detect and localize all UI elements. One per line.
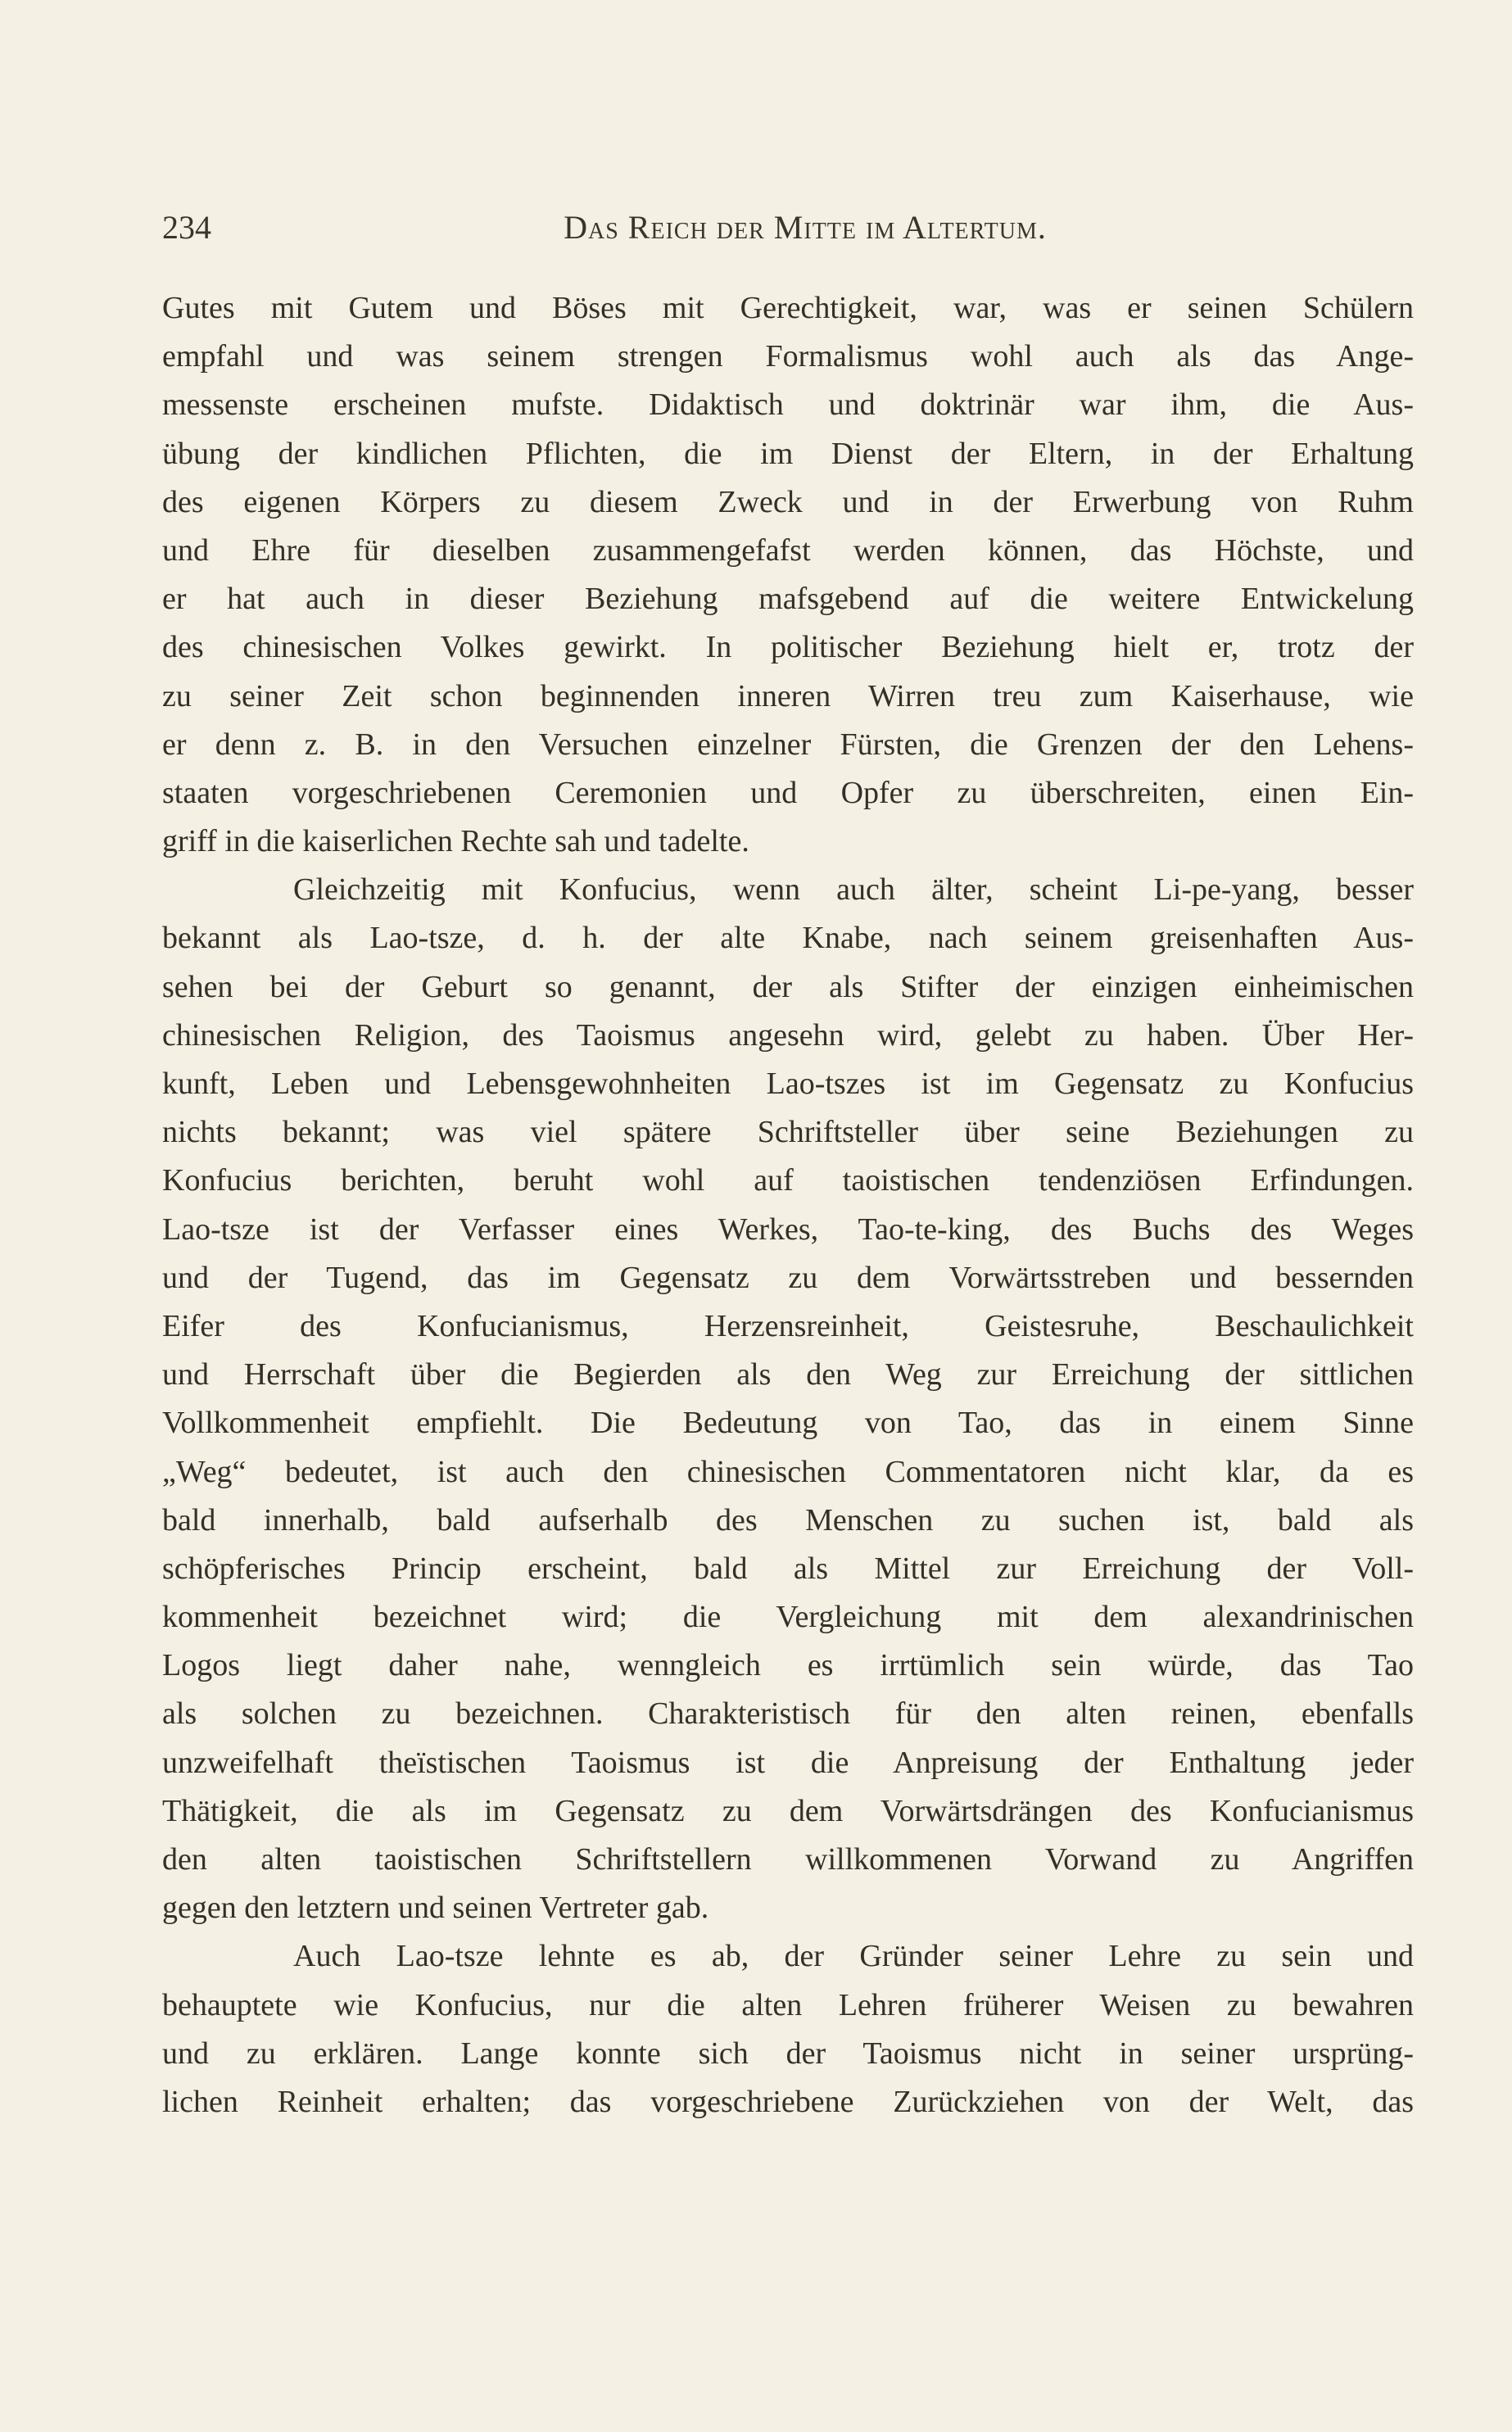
text-line: Konfucius berichten, beruht wohl auf taoistischen tendenziösen Erfindungen. [162, 1163, 1414, 1198]
text-line: nichts bekannt; was viel spätere Schriftsteller über seine Beziehungen zu [162, 1115, 1414, 1150]
page-number: 234 [162, 209, 211, 246]
text-line: den alten taoistischen Schriftstellern willkommenen Vorwand zu Angriffen [162, 1842, 1414, 1877]
text-line: behauptete wie Konfucius, nur die alten Lehren früherer Weisen zu bewahren [162, 1987, 1414, 2022]
text-line: er hat auch in dieser Beziehung mafsgebend auf die weitere Entwickelung [162, 582, 1414, 617]
text-line: sehen bei der Geburt so genannt, der als Stifter der einzigen einheimischen [162, 969, 1414, 1004]
body-text [162, 284, 1414, 2126]
text-line: und Herrschaft über die Begierden als den Weg zur Erreichung der sittlichen [162, 1357, 1414, 1393]
text-line: zu seiner Zeit schon beginnenden inneren Wirren treu zum Kaiserhause, wie [162, 678, 1414, 713]
text-line: messenste erscheinen mufste. Didaktisch und doktrinär war ihm, die Aus- [162, 387, 1414, 423]
text-line: und Ehre für dieselben zusammengefafst werden können, das Höchste, und [162, 532, 1414, 568]
text-line: bekannt als Lao-tsze, d. h. der alte Knabe, nach seinem greisenhaften Aus- [162, 921, 1414, 956]
running-head: Das Reich der Mitte im Altertum. [564, 209, 1047, 246]
text-line: gegen den letztern und seinen Vertreter gab. [162, 1891, 709, 1926]
text-line: er denn z. B. in den Versuchen einzelner Fürsten, die Grenzen der den Lehens- [162, 727, 1414, 762]
text-line: Lao-tsze ist der Verfasser eines Werkes, Tao-te-king, des Buchs des Weges [162, 1211, 1414, 1247]
text-line: bald innerhalb, bald aufserhalb des Menschen zu suchen ist, bald als [162, 1502, 1414, 1538]
text-line: „Weg“ bedeutet, ist auch den chinesischen Commentatoren nicht klar, da es [162, 1454, 1414, 1489]
text-line: des chinesischen Volkes gewirkt. In politischer Beziehung hielt er, trotz der [162, 630, 1414, 665]
text-line: Eifer des Konfucianismus, Herzensreinheit, Geistesruhe, Beschaulichkeit [162, 1308, 1414, 1343]
text-line: empfahl und was seinem strengen Formalismus wohl auch als das Ange- [162, 339, 1414, 374]
text-line: unzweifelhaft theïstischen Taoismus ist die Anpreisung der Enthaltung jeder [162, 1745, 1414, 1780]
text-line: staaten vorgeschriebenen Ceremonien und Opfer zu überschreiten, einen Ein- [162, 775, 1414, 810]
page-header [162, 203, 1415, 252]
text-line: Auch Lao-tsze lehnte es ab, der Gründer seiner Lehre zu sein und [293, 1939, 1414, 1974]
text-line: und zu erklären. Lange konnte sich der Taoismus nicht in seiner ursprüng- [162, 2036, 1414, 2071]
text-line: des eigenen Körpers zu diesem Zweck und in der Erwerbung von Ruhm [162, 484, 1414, 519]
text-line: chinesischen Religion, des Taoismus angesehn wird, gelebt zu haben. Über Her- [162, 1017, 1414, 1053]
text-line: Gutes mit Gutem und Böses mit Gerechtigkeit, war, was er seinen Schülern [162, 291, 1414, 325]
text-line: Gleichzeitig mit Konfucius, wenn auch älter, scheint Li-pe-yang, besser [293, 872, 1414, 908]
text-line: und der Tugend, das im Gegensatz zu dem Vorwärtsstreben und bessernden [162, 1260, 1414, 1295]
text-line: übung der kindlichen Pflichten, die im Dienst der Eltern, in der Erhaltung [162, 436, 1414, 471]
text-line: Logos liegt daher nahe, wenngleich es irrtümlich sein würde, das Tao [162, 1648, 1414, 1683]
text-line: als solchen zu bezeichnen. Charakteristisch für den alten reinen, ebenfalls [162, 1696, 1414, 1732]
text-line: griff in die kaiserlichen Rechte sah und tadelte. [162, 824, 749, 859]
text-line: lichen Reinheit erhalten; das vorgeschriebene Zurückziehen von der Welt, das [162, 2084, 1414, 2119]
text-line: Thätigkeit, die als im Gegensatz zu dem Vorwärtsdrängen des Konfucianismus [162, 1793, 1414, 1828]
text-line: Vollkommenheit empfiehlt. Die Bedeutung von Tao, das in einem Sinne [162, 1406, 1414, 1441]
text-line: kommenheit bezeichnet wird; die Vergleichung mit dem alexandrinischen [162, 1600, 1414, 1635]
text-line: schöpferisches Princip erscheint, bald als Mittel zur Erreichung der Voll- [162, 1551, 1414, 1586]
text-line: kunft, Leben und Lebensgewohnheiten Lao-tszes ist im Gegensatz zu Konfucius [162, 1067, 1414, 1101]
